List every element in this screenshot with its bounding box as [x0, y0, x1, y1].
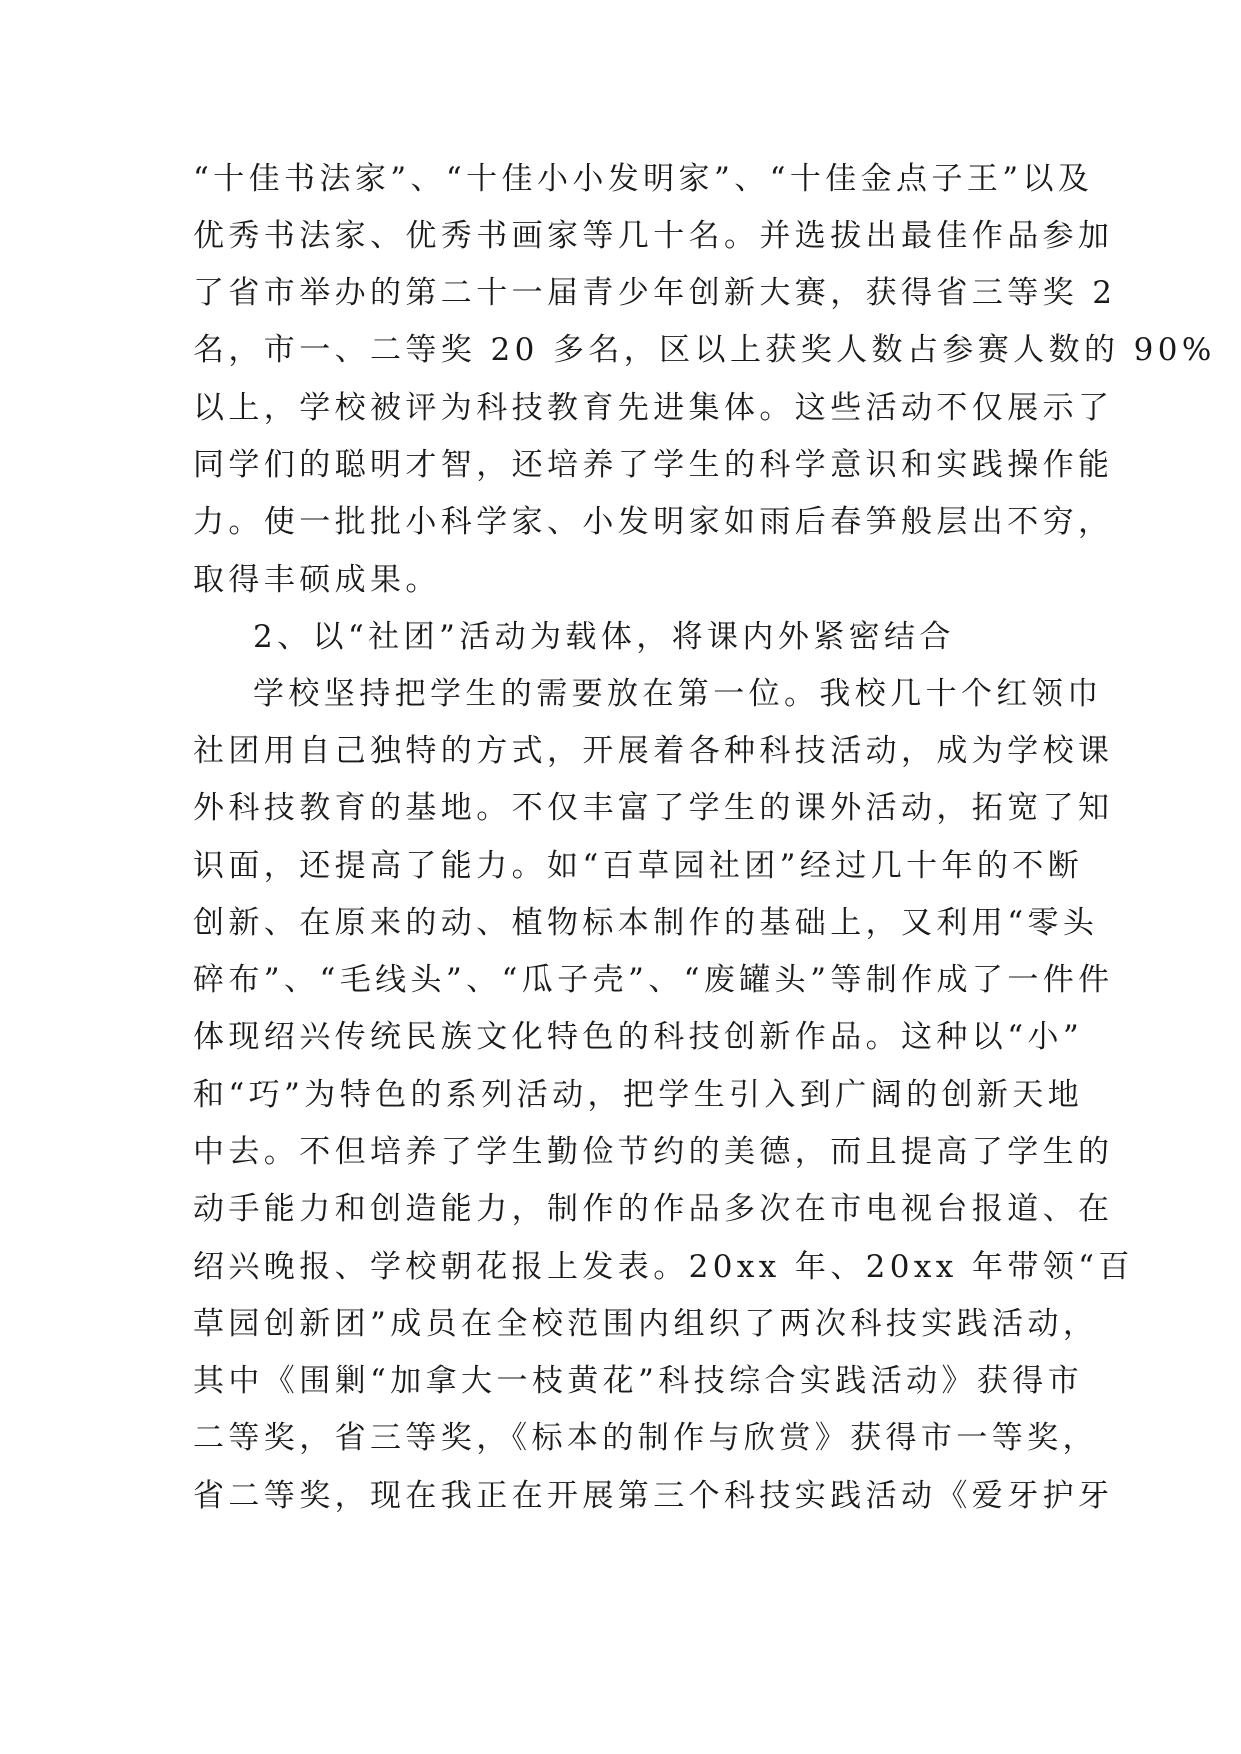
paragraph-1-line-3: 了省市举办的第二十一届青少年创新大赛，获得省三等奖 2 [193, 275, 1117, 311]
paragraph-2-line-15: 省二等奖，现在我正在开展第三个科技实践活动《爱牙护牙 [193, 1478, 1114, 1514]
paragraph-2-line-13: 其中《围剿“加拿大一枝黄花”科技综合实践活动》获得市 [193, 1363, 1084, 1399]
paragraph-2-line-4: 识面，还提高了能力。如“百草园社团”经过几十年的不断 [193, 848, 1084, 884]
paragraph-2-line-9: 中去。不但培养了学生勤俭节约的美德，而且提高了学生的 [193, 1134, 1114, 1170]
paragraph-1-line-8: 取得丰硕成果。 [193, 562, 441, 598]
paragraph-2-line-3: 外科技教育的基地。不仅丰富了学生的课外活动，拓宽了知 [193, 790, 1114, 826]
paragraph-2-line-8: 和“巧”为特色的系列活动，把学生引入到广阔的创新天地 [193, 1077, 1084, 1113]
paragraph-2-line-7: 体现绍兴传统民族文化特色的科技创新作品。这种以“小” [193, 1019, 1084, 1055]
paragraph-2-line-12: 草园创新团”成员在全校范围内组织了两次科技实践活动， [193, 1306, 1099, 1342]
paragraph-2-line-2: 社团用自己独特的方式，开展着各种科技活动，成为学校课 [193, 733, 1114, 769]
paragraph-1-line-1: “十佳书法家”、“十佳小小发明家”、“十佳金点子王”以及 [193, 161, 1094, 197]
section-heading: 2、以“社团”活动为载体，将课内外紧密结合 [253, 619, 955, 655]
paragraph-2-line-6: 碎布”、“毛线头”、“瓜子壳”、“废罐头”等制作成了一件件 [193, 962, 1114, 998]
paragraph-1-line-6: 同学们的聪明才智，还培养了学生的科学意识和实践操作能 [193, 447, 1114, 483]
paragraph-2-line-10: 动手能力和创造能力，制作的作品多次在市电视台报道、在 [193, 1191, 1114, 1227]
paragraph-2-line-5: 创新、在原来的动、植物标本制作的基础上，又利用“零头 [193, 905, 1099, 941]
paragraph-1-line-5: 以上，学校被评为科技教育先进集体。这些活动不仅展示了 [193, 390, 1114, 426]
paragraph-2-line-14: 二等奖，省三等奖，《标本的制作与欣赏》获得市一等奖， [193, 1420, 1098, 1456]
paragraph-1-line-7: 力。使一批批小科学家、小发明家如雨后春笋般层出不穷， [193, 504, 1114, 540]
paragraph-1-line-2: 优秀书法家、优秀书画家等几十名。并选拔出最佳作品参加 [193, 218, 1114, 254]
paragraph-2-line-1: 学校坚持把学生的需要放在第一位。我校几十个红领巾 [253, 676, 1103, 712]
paragraph-2-line-11: 绍兴晚报、学校朝花报上发表。20xx 年、20xx 年带领“百 [193, 1249, 1134, 1285]
paragraph-1-line-4: 名，市一、二等奖 20 多名，区以上获奖人数占参赛人数的 90% [193, 332, 1216, 368]
